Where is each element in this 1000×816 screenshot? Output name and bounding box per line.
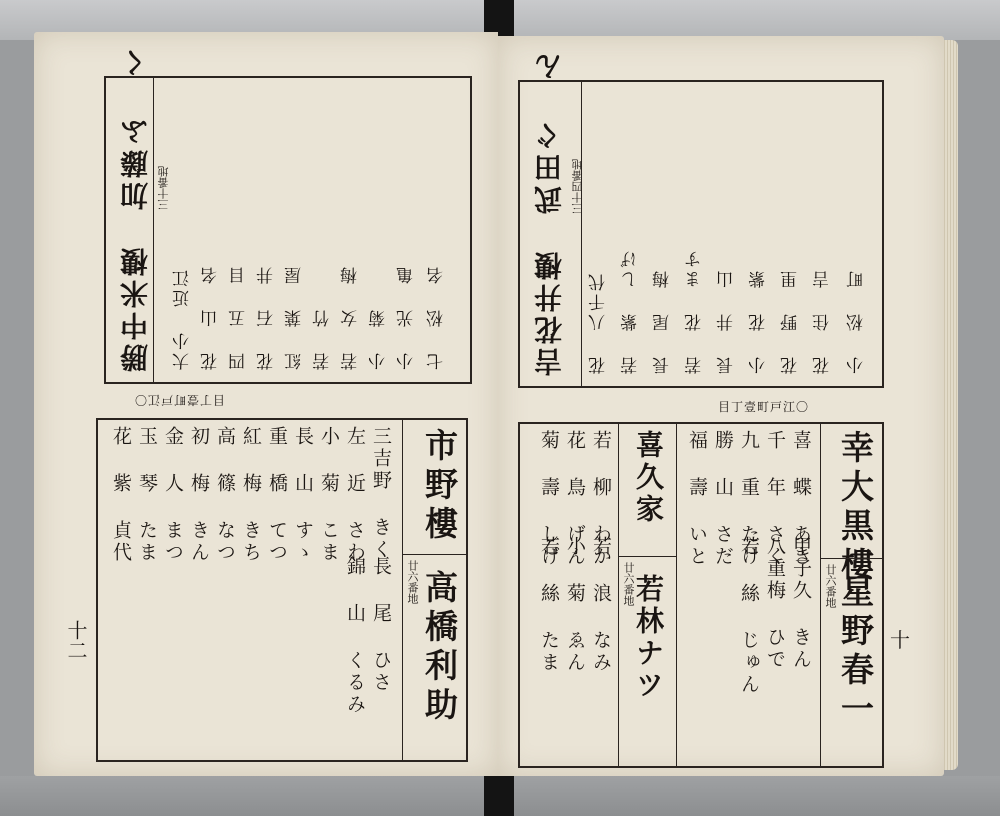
inverted-listing [520, 49, 882, 386]
list-item: 若 女 梅 [341, 264, 361, 370]
list-item: 小 松 町 [847, 268, 867, 374]
list-item: 初 梅 きん [188, 426, 210, 564]
list-item: 小 菊 ゑん [564, 536, 586, 674]
list-item: 菊 壽 しげ [538, 430, 560, 568]
list-item: 小 菊 こま [318, 426, 340, 564]
column-rule [676, 424, 677, 766]
page-number: 十 [890, 628, 910, 652]
right-page [498, 36, 944, 776]
list-item: 花 八千代 [589, 271, 609, 374]
list-item: 若 花 ます [685, 248, 705, 374]
list-item: 重 橋 てつ [266, 426, 288, 564]
list-item: 長 山 すゝ [292, 426, 314, 564]
list-item: 七 松 名 [427, 264, 447, 370]
left-upper-listing [104, 45, 472, 384]
address-note: 三十四番地 [571, 159, 584, 214]
list-item: 福 壽 いと [686, 430, 708, 568]
house-name: 吉花井樓 [533, 248, 566, 376]
house-name: 市野樓 [420, 428, 459, 545]
right-upper-listing [518, 49, 884, 388]
column-rule [820, 424, 821, 766]
list-item: 若 絲 たま [538, 536, 560, 674]
list-item: 喜 蝶 あき [790, 430, 812, 568]
list-item: 小 光 亀 [397, 264, 417, 370]
row-rule [402, 554, 466, 555]
list-item: 金 人 まつ [162, 426, 184, 564]
owner-tail: ふ く [119, 45, 152, 146]
list-item: 花 住 吉 [813, 268, 833, 374]
list-item: 勝 山 さだ [712, 430, 734, 568]
list-item: 小 菊 [369, 307, 389, 370]
inverted-listing [106, 45, 470, 382]
list-item: 紅 葉 屋 [285, 264, 305, 370]
list-item: 若 竹 [313, 307, 333, 370]
list-item: 九 重 たけ [738, 430, 760, 568]
list-item: 長 井 山 [717, 268, 737, 374]
list-item: 三吉野 きく [370, 426, 392, 561]
owner-name: 武田 [533, 150, 566, 214]
list-item: 大小 近江 [173, 267, 193, 370]
list-item: 錦 山 くるみ [344, 556, 366, 716]
list-item: 甲子久 きん [790, 536, 812, 671]
list-item: 玉 琴 たま [136, 426, 158, 564]
list-item: 若 絲 じゅん [738, 536, 760, 696]
list-item: 若 柳 わか [590, 430, 612, 568]
list-item: 若 浪 なみ [590, 536, 612, 674]
column-rule [581, 82, 582, 386]
address-note: 廿六番地 [622, 562, 635, 606]
list-item: 長 尾 梅 [653, 268, 673, 374]
address-note: 廿六番地 [824, 564, 837, 608]
address-note: 廿六番地 [406, 560, 419, 604]
page-header: 目丁壹町戸江〇 [718, 400, 810, 414]
house-name: 喜久家 [632, 430, 665, 526]
list-item: 八重梅 ひで [764, 536, 786, 671]
list-item: 小 花 紫 [749, 268, 769, 374]
column-rule [402, 420, 403, 760]
owner-tail: ぐ ん [533, 49, 566, 150]
list-item: 左 近 さわ [344, 426, 366, 564]
list-item: 花 石 井 [257, 264, 277, 370]
page-number: 十二 [64, 620, 88, 660]
left-lower-listing [96, 418, 468, 762]
address-note: 三十番地 [157, 166, 170, 210]
owner-name: 星野春一 [836, 574, 875, 730]
list-item: 花 山 名 [201, 264, 221, 370]
left-page [34, 32, 498, 776]
list-item: 長 尾 ひさ [370, 556, 392, 694]
list-item: 千 年 さく [764, 430, 786, 568]
list-item: 若 紫 しげ [621, 248, 641, 374]
right-lower-listing [518, 422, 884, 768]
row-rule [820, 558, 882, 559]
column-rule [153, 78, 154, 382]
row-rule [618, 556, 676, 557]
list-item: 花 紫 貞代 [110, 426, 132, 564]
house-name: 勝中米樓 [119, 244, 152, 372]
list-item: 花 鳥 げん [564, 430, 586, 568]
owner-name: 若林ナツ [632, 574, 665, 702]
column-rule [618, 424, 619, 766]
list-item: 花 野 里 [781, 268, 801, 374]
owner-name: 高橋利助 [420, 570, 459, 726]
list-item: 四 五 目 [229, 264, 249, 370]
page-header: 目丁壹町戸江〇 [134, 393, 226, 407]
owner-name: 加藤 [119, 146, 152, 210]
list-item: 高 篠 なつ [214, 426, 236, 564]
list-item: 紅 梅 きち [240, 426, 262, 564]
house-name: 幸大黒樓 [836, 430, 875, 586]
